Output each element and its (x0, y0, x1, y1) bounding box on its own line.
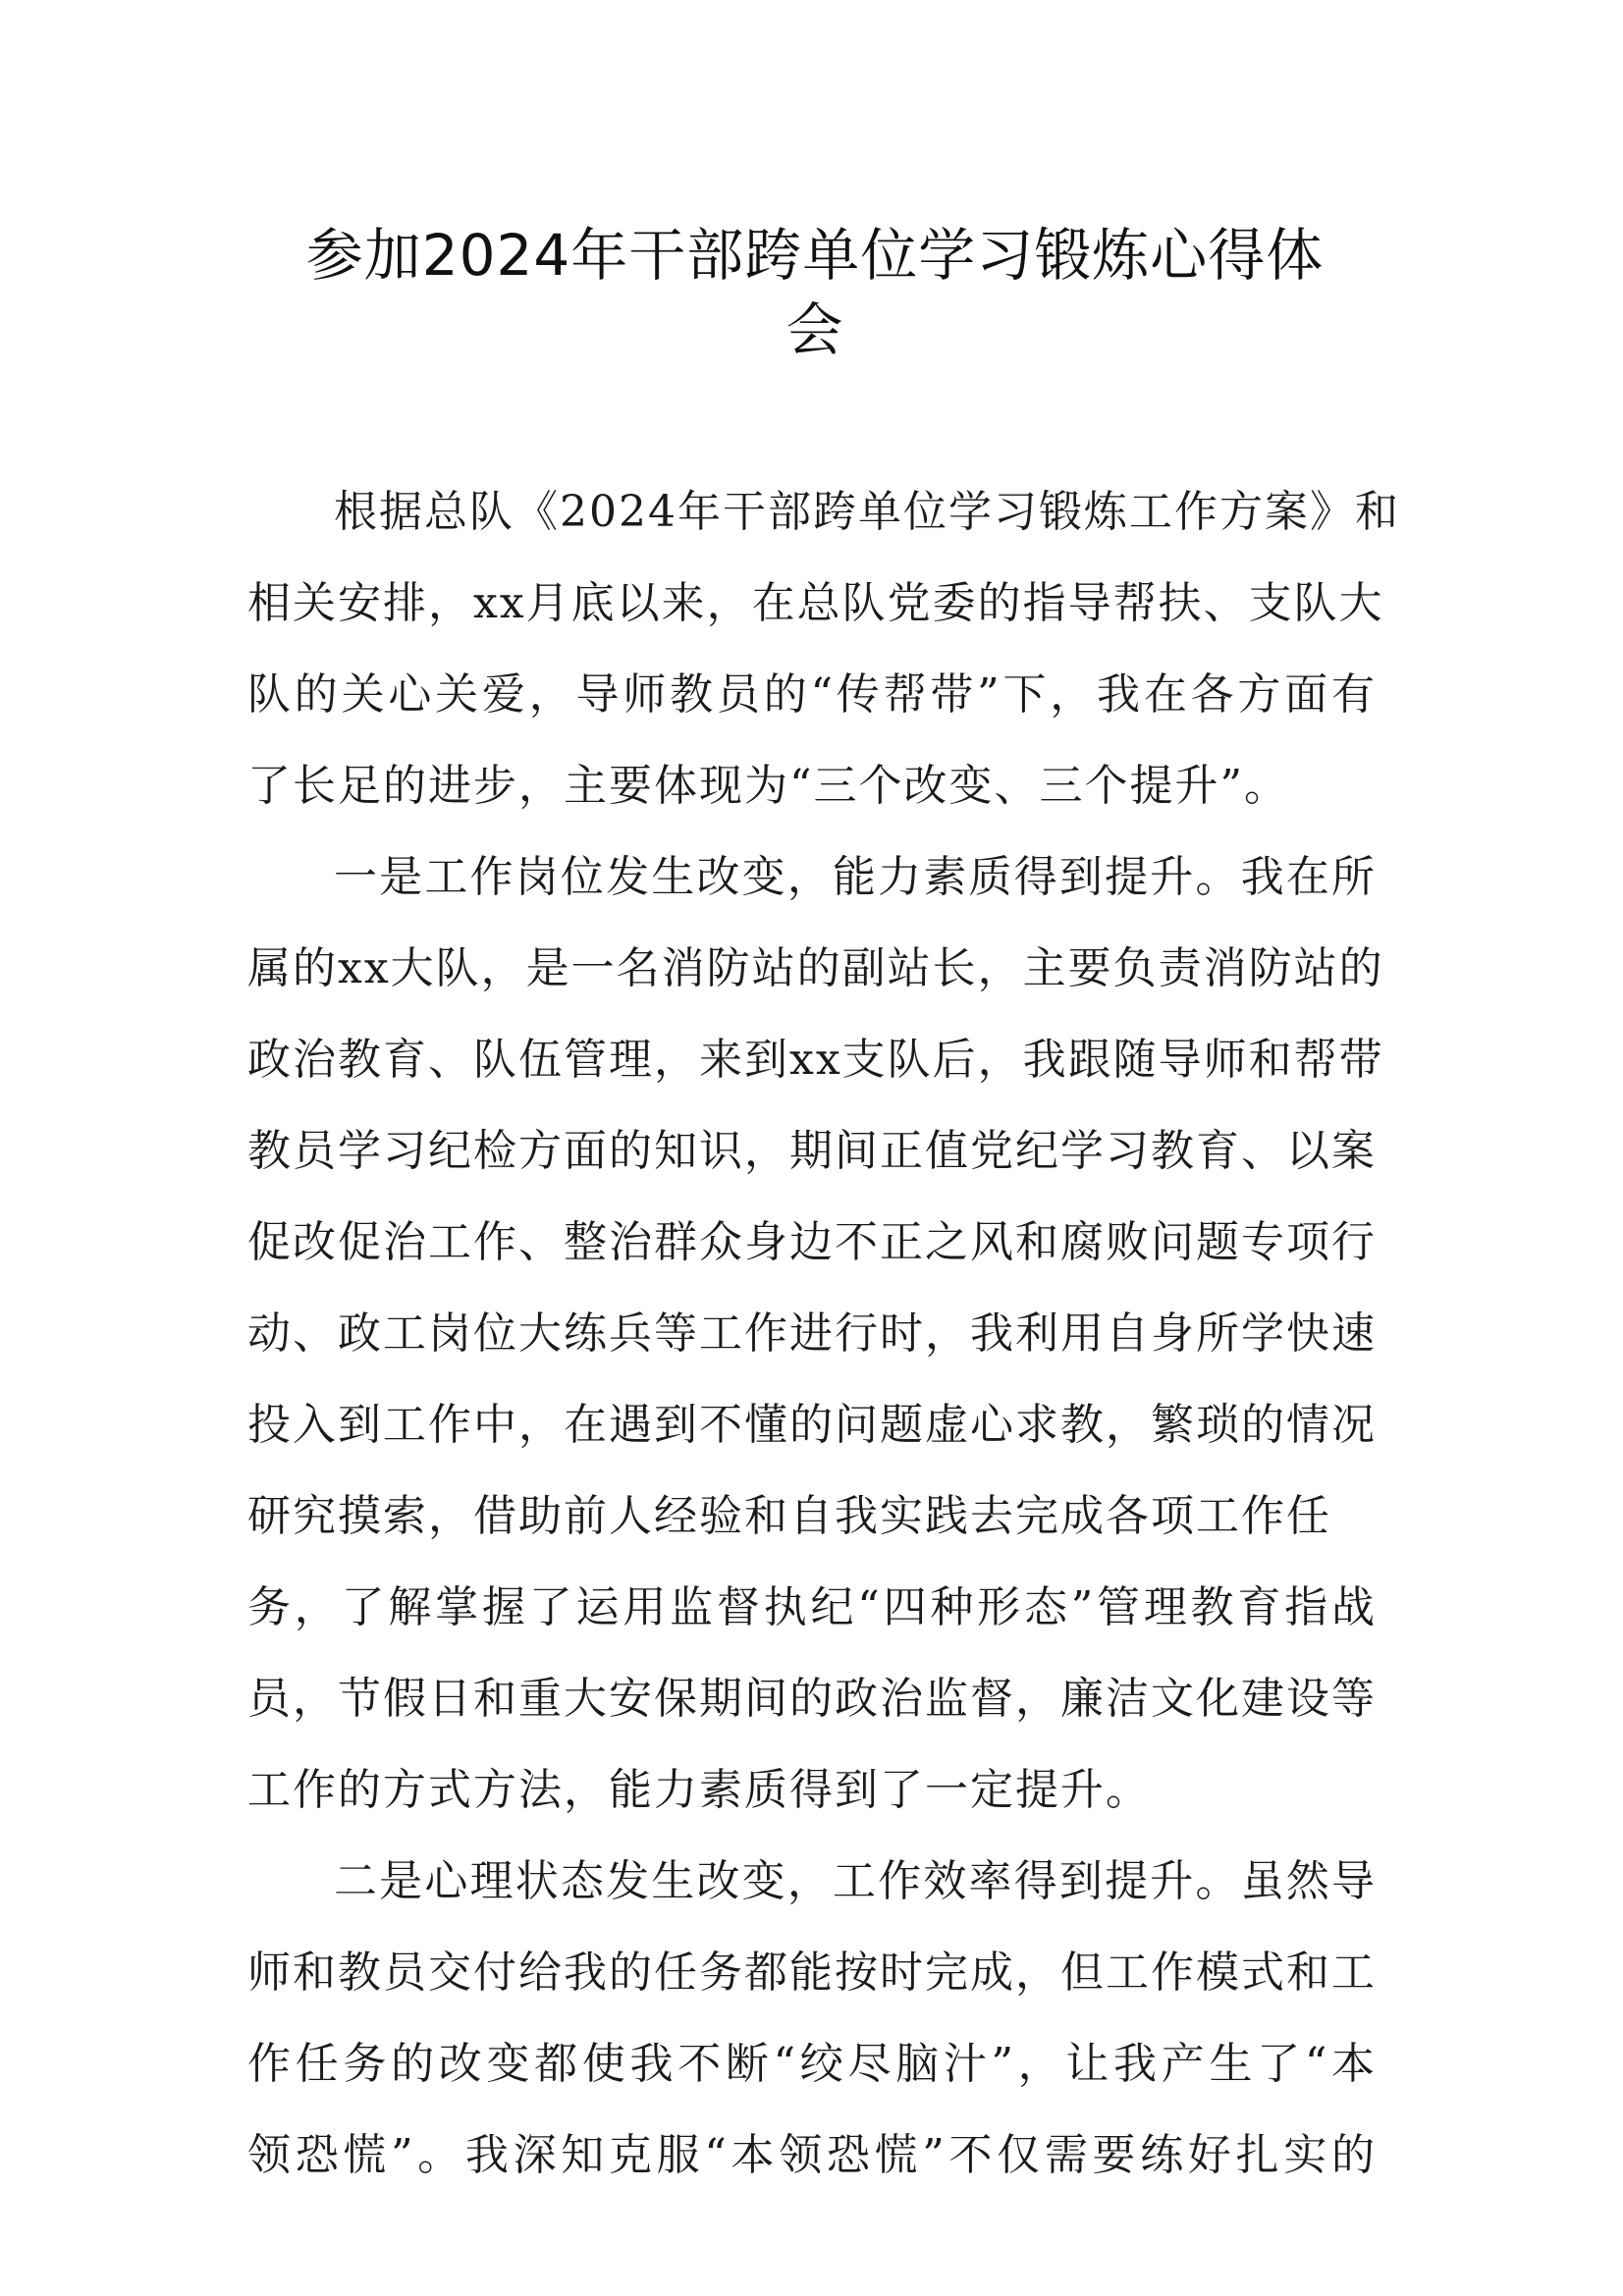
paragraph-1-line: 队的关心关爱，导师教员的“传帮带”下，我在各方面有 (247, 669, 1377, 720)
paragraph-1-line: 根据总队《2024年干部跨单位学习锻炼工作方案》和 (334, 487, 1400, 537)
paragraph-3-line: 作任务的改变都使我不断“绞尽脑汁”，让我产生了“本 (247, 2039, 1377, 2089)
paragraph-2-line: 一是工作岗位发生改变，能力素质得到提升。我在所 (334, 852, 1377, 902)
paragraph-2-line: 教员学习纪检方面的知识，期间正值党纪学习教育、以案 (247, 1126, 1377, 1176)
paragraph-2-line: 工作的方式方法，能力素质得到了一定提升。 (247, 1765, 1151, 1815)
title-line: 参加2024年干部跨单位学习锻炼心得体 (305, 222, 1325, 289)
paragraph-2-line: 研究摸索，借助前人经验和自我实践去完成各项工作任 (247, 1491, 1331, 1541)
paragraph-3-line: 二是心理状态发生改变，工作效率得到提升。虽然导 (334, 1856, 1377, 1906)
paragraph-3-line: 领恐慌”。我深知克服“本领恐慌”不仅需要练好扎实的 (247, 2130, 1377, 2180)
paragraph-2-line: 属的xx大队，是一名消防站的副站长，主要负责消防站的 (247, 943, 1384, 993)
paragraph-1-line: 了长足的进步，主要体现为“三个改变、三个提升”。 (247, 761, 1289, 811)
paragraph-2-line: 员，节假日和重大安保期间的政治监督，廉洁文化建设等 (247, 1674, 1377, 1724)
paragraph-2-line: 促改促治工作、整治群众身边不正之风和腐败问题专项行 (247, 1217, 1377, 1267)
title-line: 会 (785, 296, 844, 363)
paragraph-2-line: 动、政工岗位大练兵等工作进行时，我利用自身所学快速 (247, 1308, 1377, 1359)
paragraph-2-line: 务，了解掌握了运用监督执纪“四种形态”管理教育指战 (247, 1582, 1377, 1632)
paragraph-1-line: 相关安排，xx月底以来，在总队党委的指导帮扶、支队大 (247, 578, 1384, 628)
paragraph-3-line: 师和教员交付给我的任务都能按时完成，但工作模式和工 (247, 1948, 1377, 1998)
paragraph-2-line: 投入到工作中，在遇到不懂的问题虚心求教，繁琐的情况 (247, 1400, 1377, 1450)
paragraph-2-line: 政治教育、队伍管理，来到xx支队后，我跟随导师和帮带 (247, 1035, 1384, 1085)
